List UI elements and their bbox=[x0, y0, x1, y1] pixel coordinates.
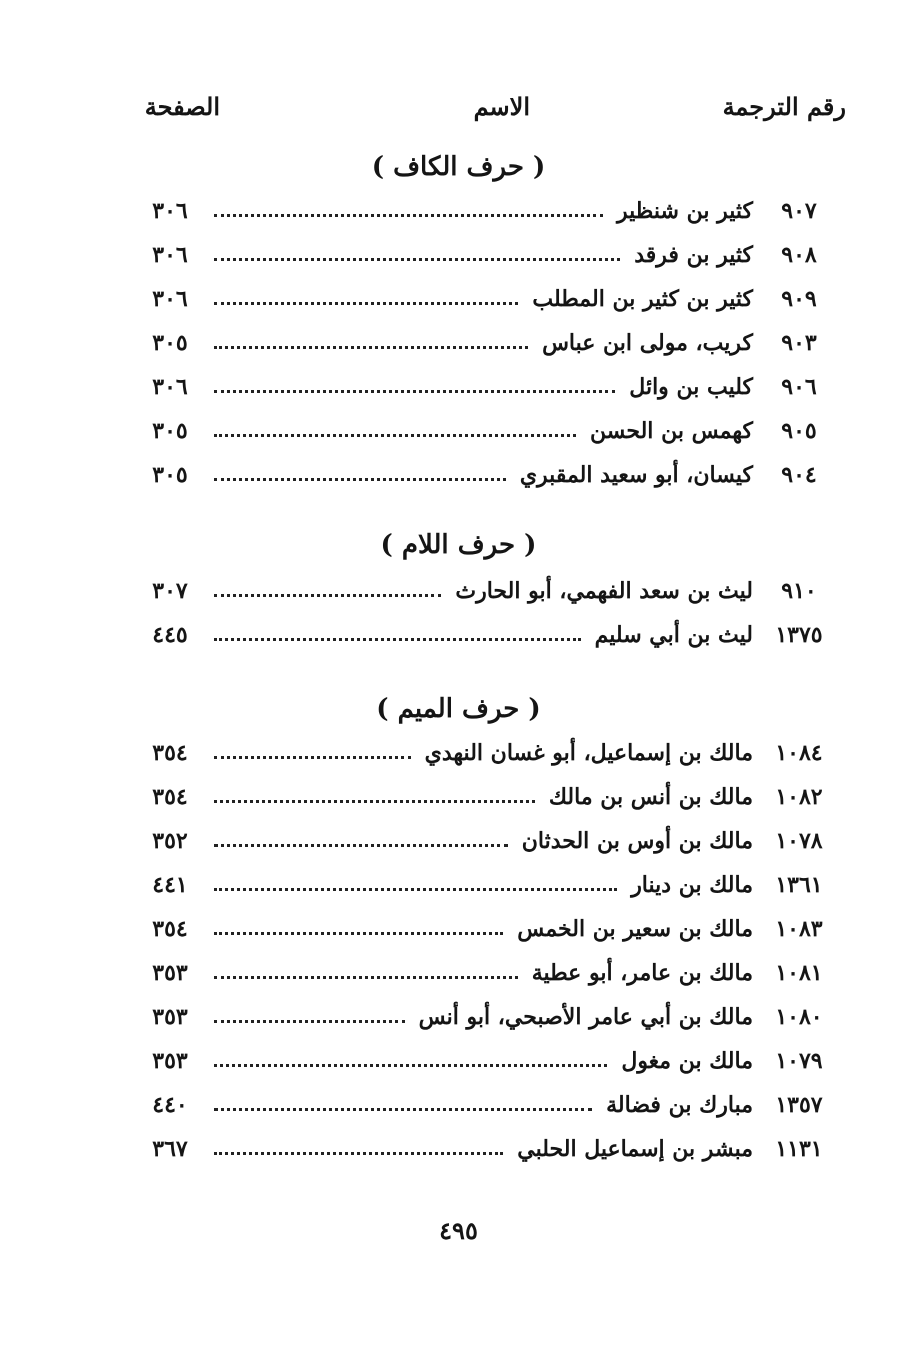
entry-number: ٩٠٦ bbox=[781, 374, 817, 400]
entry-name: كليب بن وائل bbox=[629, 374, 753, 400]
dot-leader bbox=[214, 214, 603, 217]
dot-leader bbox=[214, 638, 581, 641]
index-entry bbox=[140, 574, 845, 608]
entry-number: ١٠٨١ bbox=[775, 960, 823, 986]
index-entry bbox=[140, 238, 845, 272]
entry-number: ٩٠٣ bbox=[781, 330, 817, 356]
index-entry bbox=[140, 780, 845, 814]
dot-leader bbox=[214, 594, 441, 597]
dot-leader bbox=[214, 800, 535, 803]
entry-number: ١٣٦١ bbox=[775, 872, 823, 898]
section-title-mim: ( حرف الميم ) bbox=[376, 694, 541, 724]
index-entry bbox=[140, 326, 845, 360]
entry-number: ١٠٧٨ bbox=[775, 828, 823, 854]
entry-page: ٣٥٣ bbox=[152, 1048, 188, 1074]
entry-number: ١٠٨٠ bbox=[775, 1004, 823, 1030]
page-number: ٤٩٥ bbox=[439, 1216, 478, 1245]
entry-page: ٣٥٣ bbox=[152, 960, 188, 986]
index-entry bbox=[140, 868, 845, 902]
dot-leader bbox=[214, 1020, 405, 1023]
index-entry bbox=[140, 458, 845, 492]
entry-page: ٣٠٧ bbox=[152, 578, 188, 604]
entry-page: ٣٠٥ bbox=[152, 462, 188, 488]
entry-page: ٣٥٤ bbox=[152, 740, 188, 766]
header-name: الاسم bbox=[473, 92, 530, 121]
entry-name: مبارك بن فضالة bbox=[606, 1092, 753, 1118]
section-title-kaf: ( حرف الكاف ) bbox=[371, 152, 546, 182]
entry-page: ٣٠٦ bbox=[152, 286, 188, 312]
entry-number: ١٠٧٩ bbox=[775, 1048, 823, 1074]
entry-page: ٣٥٤ bbox=[152, 916, 188, 942]
index-entry bbox=[140, 1088, 845, 1122]
index-entry bbox=[140, 736, 845, 770]
entry-page: ٤٤١ bbox=[152, 872, 188, 898]
entry-name: مالك بن عامر، أبو عطية bbox=[531, 960, 753, 986]
index-entry bbox=[140, 824, 845, 858]
section-title-lam: ( حرف اللام ) bbox=[380, 530, 537, 560]
entry-name: مبشر بن إسماعيل الحلبي bbox=[517, 1136, 753, 1162]
entry-name: كهمس بن الحسن bbox=[590, 418, 753, 444]
entry-page: ٣٥٢ bbox=[152, 828, 188, 854]
header-page: الصفحة bbox=[144, 92, 220, 121]
dot-leader bbox=[214, 478, 506, 481]
entry-number: ٩٠٧ bbox=[781, 198, 817, 224]
entry-page: ٣٠٥ bbox=[152, 330, 188, 356]
entry-page: ٤٤٠ bbox=[152, 1092, 188, 1118]
index-entry bbox=[140, 1044, 845, 1078]
entry-name: مالك بن أوس بن الحدثان bbox=[521, 828, 753, 854]
index-entry bbox=[140, 618, 845, 652]
entry-page: ٤٤٥ bbox=[152, 622, 188, 648]
dot-leader bbox=[214, 756, 411, 759]
entry-page: ٣٠٦ bbox=[152, 198, 188, 224]
index-entry bbox=[140, 912, 845, 946]
index-entry bbox=[140, 194, 845, 228]
entry-number: ٩٠٤ bbox=[781, 462, 817, 488]
entry-number: ٩٠٥ bbox=[781, 418, 817, 444]
dot-leader bbox=[214, 1064, 607, 1067]
entry-name: كثير بن فرقد bbox=[634, 242, 753, 268]
index-entry bbox=[140, 414, 845, 448]
dot-leader bbox=[214, 932, 503, 935]
entry-name: كيسان، أبو سعيد المقبري bbox=[519, 462, 753, 488]
entry-page: ٣٠٥ bbox=[152, 418, 188, 444]
entry-name: كثير بن شنظير bbox=[617, 198, 753, 224]
dot-leader bbox=[214, 1108, 592, 1111]
entry-number: ١٠٨٢ bbox=[775, 784, 823, 810]
entry-page: ٣٠٦ bbox=[152, 242, 188, 268]
dot-leader bbox=[214, 434, 576, 437]
dot-leader bbox=[214, 258, 620, 261]
entry-number: ٩٠٩ bbox=[781, 286, 817, 312]
entry-page: ٣٥٣ bbox=[152, 1004, 188, 1030]
entry-name: مالك بن مغول bbox=[621, 1048, 753, 1074]
entry-name: كثير بن كثير بن المطلب bbox=[532, 286, 753, 312]
entry-number: ١٣٧٥ bbox=[775, 622, 823, 648]
entry-name: مالك بن سعير بن الخمس bbox=[517, 916, 753, 942]
entry-number: ٩١٠ bbox=[781, 578, 817, 604]
index-entry bbox=[140, 1000, 845, 1034]
dot-leader bbox=[214, 888, 617, 891]
dot-leader bbox=[214, 302, 518, 305]
dot-leader bbox=[214, 346, 528, 349]
entry-number: ١٠٨٤ bbox=[775, 740, 823, 766]
index-entry bbox=[140, 282, 845, 316]
entry-number: ٩٠٨ bbox=[781, 242, 817, 268]
entry-page: ٣٥٤ bbox=[152, 784, 188, 810]
dot-leader bbox=[214, 1152, 503, 1155]
dot-leader bbox=[214, 976, 518, 979]
entry-name: مالك بن أنس بن مالك bbox=[548, 784, 753, 810]
header-entry-number: رقم الترجمة bbox=[722, 92, 846, 121]
index-entry bbox=[140, 370, 845, 404]
entry-name: ليث بن سعد الفهمي، أبو الحارث bbox=[455, 578, 753, 604]
entry-name: ليث بن أبي سليم bbox=[594, 622, 753, 648]
entry-number: ١٣٥٧ bbox=[775, 1092, 823, 1118]
index-entry bbox=[140, 1132, 845, 1166]
index-entry bbox=[140, 956, 845, 990]
entry-name: مالك بن إسماعيل، أبو غسان النهدي bbox=[424, 740, 753, 766]
entry-number: ١٠٨٣ bbox=[775, 916, 823, 942]
entry-name: مالك بن أبي عامر الأصبحي، أبو أنس bbox=[418, 1004, 753, 1030]
entry-page: ٣٦٧ bbox=[152, 1136, 188, 1162]
dot-leader bbox=[214, 844, 508, 847]
dot-leader bbox=[214, 390, 615, 393]
column-header-row bbox=[140, 92, 860, 132]
entry-name: مالك بن دينار bbox=[631, 872, 753, 898]
entry-page: ٣٠٦ bbox=[152, 374, 188, 400]
entry-number: ١١٣١ bbox=[775, 1136, 823, 1162]
entry-name: كريب، مولى ابن عباس bbox=[542, 330, 753, 356]
